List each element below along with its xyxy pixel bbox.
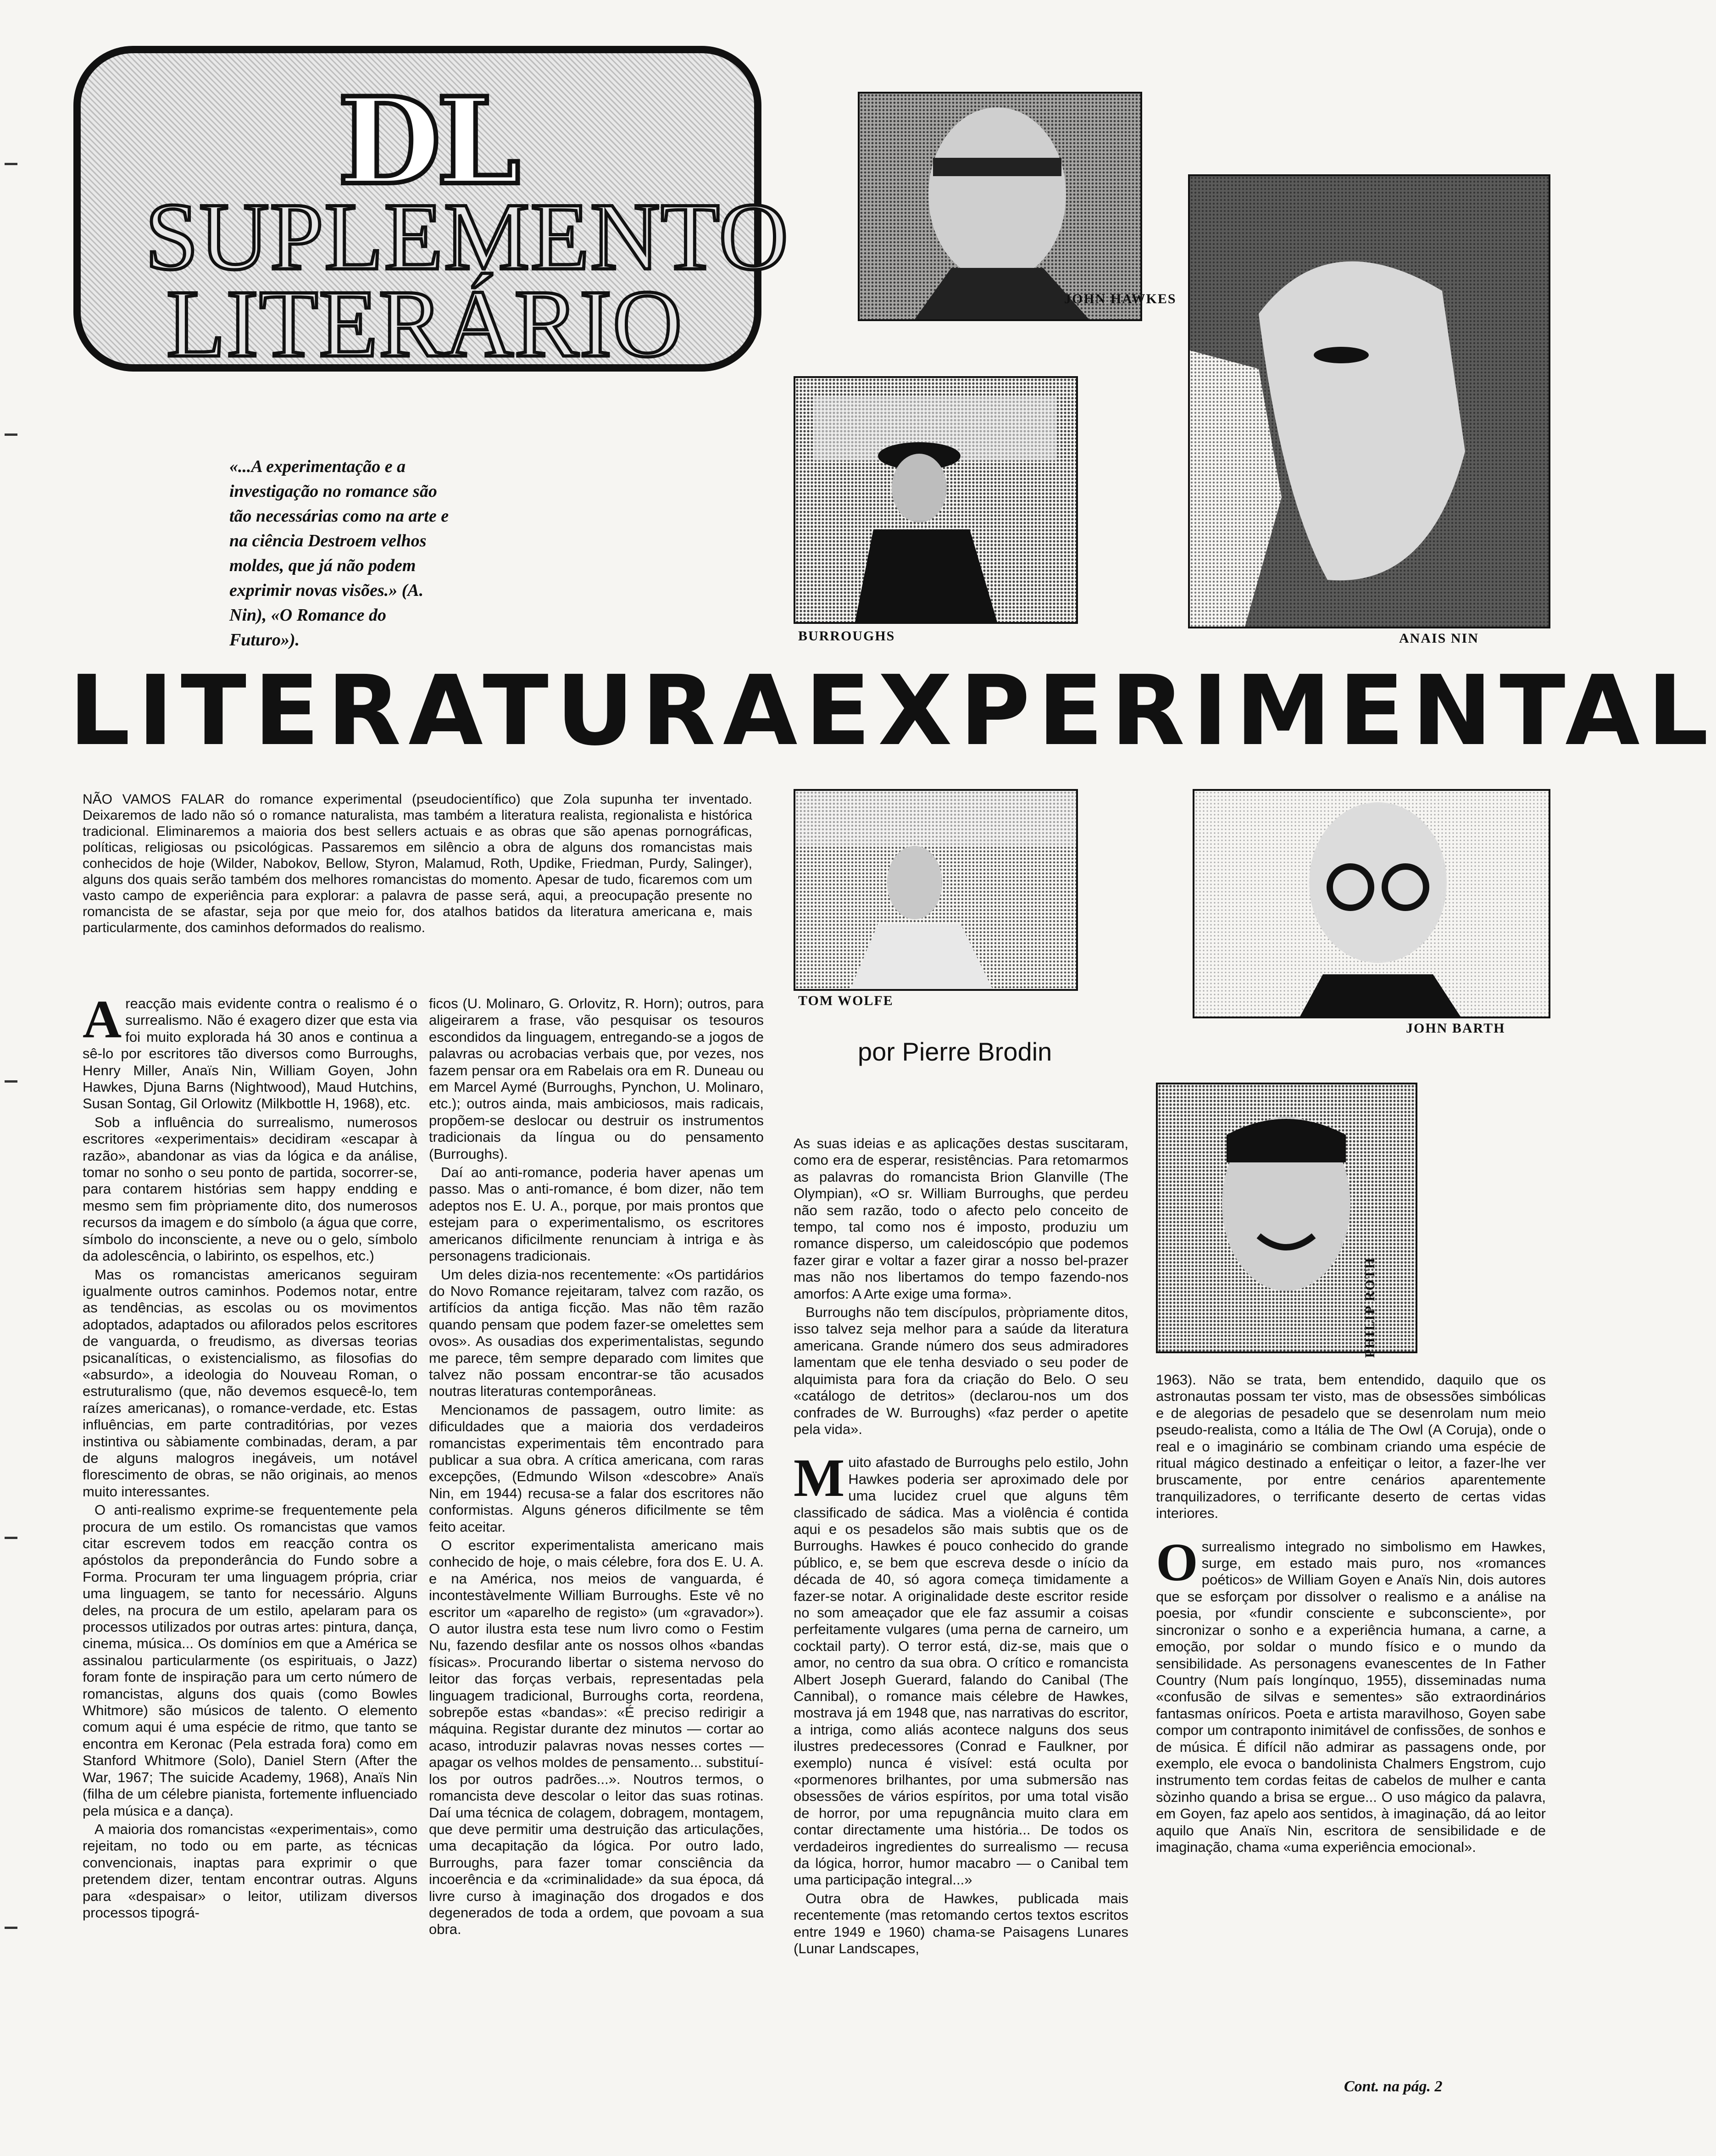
edge-mark: [5, 433, 17, 436]
masthead-line1: SUPLEMENTO: [145, 183, 789, 290]
col1-paragraph-2: Sob a influência do surrealismo, numerosos escritores «experimentais» decidiram «escapar à razão», abandonar as vias da lógica e da análise, tomar no sonho o seu ponto de partida, socorrer-se, para contarem histórias sem happy endding e mesmo sem fim pròpriamente dito, dos numerosos recursos da imagem e do símbolo (a água que corre, símbolo do inconsciente, a neve ou o gelo, símbolo da adolescência, o labirinto, os espelhos, etc.): [83, 1114, 417, 1264]
col1-paragraph-3: Mas os romancistas americanos seguiram igualmente outros caminhos. Podemos notar, entre as tendências, as escolas ou os movimentos adoptados, adaptados ou afilorados pelos escritores de vanguarda, o freudismo, as diversas teorias psicanalíticas, o existencialismo, as filosofias do «absurdo», a ideologia do Nouveau Roman, o estruturalismo (que, não devemos esquecê-lo, tem raízes americanas), o romance-verdade, etc. Estas influências, em parte contraditórias, por vezes instintiva ou sàbiamente combinadas, deram, a par de alguns malogros inegáveis, um notável florescimento de obras, se não originais, ao menos muito interessantes.: [83, 1266, 417, 1500]
lede-paragraph: NÃO VAMOS FALAR do romance experimental (pseudocientífico) que Zola supunha ter inventado. Deixaremos de lado não só o romance naturalista, mas também a literatura realista, regionalista e histórica tradicional. Eliminaremos a maioria dos best sellers actuais e as obras que são apenas pornográficas, políticas, religiosas ou psicológicas. Passaremos em silêncio a obra de alguns dos romancistas mais conhecidos de hoje (Wilder, Nabokov, Bellow, Styron, Malamud, Roth, Updike, Friedman, Purdy, Salinger), alguns dos quais serão também dos melhores romancistas do momento. Apesar de tudo, ficaremos com um vasto campo de experiência para explorar: a palavra de passe será, aqui, a preocupação presente no romancista de se afastar, seja por que meio for, dos atalhos batidos da literatura americana e, mais particularmente, dos caminhos deformados do realismo.: [83, 792, 752, 935]
masthead-line2: LITERÁRIO: [166, 271, 683, 377]
col2-paragraph-5: O escritor experimentalista americano mais conhecido de hoje, o mais célebre, fora dos E. U. A. e na América, nos meios de vanguarda, é incontestàvelmente William Burroughs. Este vê no escritor um «aparelho de registo» (um «gravador»). O autor ilustra esta tese num livro como o Festim Nu, fazendo desfilar ante os nossos olhos «bandas físicas». Procurando libertar o sistema nervoso do leitor das forças verbais, representadas pela linguagem tradicional, Burroughs corta, reordena, sobrepõe estas «bandas»: «É preciso redirigir a máquina. Registar durante dez minutos — cortar ao acaso, introduzir palavras novas nesses cortes — apagar os velhos moldes de pensamento... substituí-los por outros padrões...». Noutros termos, o romancista deve descolar o leitor das suas rotinas. Daí uma técnica de colagem, dobragem, montagem, que deve permitir uma destruição das articulações, uma decapitação da lógica. Por outro lado, Burroughs, para fazer tomar consciência da incoerência e da «criminalidade» da sua época, dá livre curso à imaginação dos drogados e dos degenerados de toda a ordem, que povoam a sua obra.: [429, 1537, 764, 1938]
byline: por Pierre Brodin: [858, 1037, 1052, 1066]
edge-mark: [5, 1080, 17, 1083]
caption-burroughs: BURROUGHS: [798, 628, 895, 644]
caption-john-hawkes: JOHN HAWKES: [1064, 291, 1177, 306]
photo-anais-nin: [1188, 174, 1550, 628]
col1-paragraph-4: O anti-realismo exprime-se frequentemente pela procura de um estilo. Os romancistas que vamos citar escrevem todos em reacção contra os apóstolos da preponderância do Fundo sobre a Forma. Procuram ter uma linguagem própria, criar uma linguagem, se tanto for necessário. Alguns deles, na procura de um estilo, apelaram para os processos utilizados por outras artes: pintura, dança, cinema, música... Os domínios em que a América se assinalou particularmente (os espirituais, o Jazz) foram fonte de inspiração para um certo número de romancistas, alguns dos quais (como Bowles Whitmore) são músicos de talento. O elemento comum aqui é uma espécie de ritmo, que tanto se encontra em Keronac (Pela estrada fora) como em Stanford Whitmore (Solo), Daniel Stern (After the War, 1967; The suicide Academy, 1968), Anaïs Nin (filha de um célebre pianista, fortemente influenciado pela música e a dança).: [83, 1502, 417, 1819]
drop-cap: O: [1156, 1532, 1198, 1592]
drop-cap: A: [83, 989, 122, 1049]
edge-mark: [5, 163, 17, 165]
photo-john-hawkes: [858, 92, 1142, 321]
headline-word-1: LITERATURA: [69, 655, 805, 767]
edge-mark: [5, 1537, 17, 1539]
photo-john-barth: [1193, 789, 1550, 1018]
col2-paragraph-3: Um deles dizia-nos recentemente: «Os partidários do Novo Romance rejeitaram, talvez com razão, os artifícios da antiga ficção. Mas não têm razão quando pensam que podem fazer-se omelettes sem ovos». As ousadias dos experimentalistas, segundo me parece, têm sempre deparado com limites que talvez não possam encontrar-se tão acusados noutras literaturas contemporâneas.: [429, 1266, 764, 1400]
col2-paragraph-1: ficos (U. Molinaro, G. Orlovitz, R. Horn); outros, para aligeirarem a frase, vão pesquisar os tesouros escondidos da linguagem, entregando-se a jogos de palavras ou acrobacias verbais que, por vezes, nos fazem pensar ora em Rabelais ora em R. Duneau ou em Marcel Aymé (Burroughs, Pynchon, U. Molinaro, etc.); outros ainda, mais ambiciosos, mais radicais, propõem-se deslocar ou destruir os instrumentos tradicionais da língua ou do pensamento (Burroughs).: [429, 995, 764, 1162]
column-3: [794, 1135, 1128, 1959]
col1-paragraph-1: reacção mais evidente contra o realismo é o surrealismo. Não é exagero dizer que esta via foi muito explorada há 30 anos e continua a sê-lo por escritores tão diversos como Burroughs, Henry Miller, Anaïs Nin, William Goyen, John Hawkes, Djuna Barns (Nightwood), Maud Hutchins, Susan Sontag, Gil Orlowitz (Milkbottle H, 1968), etc.: [83, 995, 417, 1112]
drop-cap: M: [794, 1448, 845, 1508]
photo-burroughs: [794, 376, 1078, 624]
photo-philip-roth: [1156, 1083, 1417, 1353]
col4-paragraph-1: 1963). Não se trata, bem entendido, daquilo que os astronautas possam ter visto, mas de obsessões simbólicas e de alegorias de pesadelo que se desenrolam num meio pseudo-realista, como a Itália de The Owl (A Coruja), onde o real e o imaginário se combinam criando uma espécie de ritual mágico destinado a enfeitiçar o leitor, a fazer-lhe ver bruscamente, por entre cenários aparentemente tranquilizadores, o terrificante deserto de certas vidas interiores.: [1156, 1372, 1546, 1522]
col2-paragraph-2: Daí ao anti-romance, poderia haver apenas um passo. Mas o anti-romance, é bom dizer, não tem adeptos nos E. U. A., porque, por mais prontos que estejam para o experimentalismo, os escritores americanos dificilmente renunciam à intriga e às personagens tradicionais.: [429, 1164, 764, 1264]
column-1: [83, 989, 417, 1923]
edge-mark: [5, 1927, 17, 1929]
col3-paragraph-3: uito afastado de Burroughs pelo estilo, John Hawkes poderia ser aproximado dele por uma lucidez cruel que alguns têm classificado de sádica. Mas a violência é contida aqui e os pesadelos são mais subtis que os de Burroughs. Hawkes é pouco conhecido do grande público, e, se bem que escreva desde o início da década de 40, só agora começa timidamente a fazer-se notar. A originalidade deste escritor reside no som ameaçador que ele faz assumir a coisas perfeitamente vulgares (uma perna de carneiro, um cocktail party). O terror está, diz-se, mais que o amor, no centro da sua obra. O crítico e romancista Albert Joseph Guerard, falando do Canibal (The Cannibal), o romance mais célebre de Hawkes, mostrava já em 1948 que, nas narrativas do escritor, a intriga, como aliás acontece nalguns dos seus ilustres predecessores (Conrad e Faulkner, por exemplo) nunca é visível: está oculta por «pormenores brilhantes, por uma submersão nas obsessões de vários espíritos, por uma total visão de horror, por uma repugnância muito clara em contar directamente uma história... De todos os verdadeiros ingredientes do surrealismo — recusa da lógica, horror, humor macabro — o Canibal tem uma participação integral...»: [794, 1454, 1128, 1888]
epigraph: «...A experimentação e a investigação no romance são tão necessárias como na arte e na ciência Destroem velhos moldes, que já não podem exprimir novas visões.» (A. Nin), «O Romance do Futuro»).: [229, 457, 449, 650]
headline-word-2: EXPERIMENTAL: [805, 655, 1716, 767]
headline: [69, 655, 1716, 767]
col3-paragraph-2: Burroughs não tem discípulos, pròpriamente ditos, isso talvez seja melhor para a saúde da literatura americana. Grande número dos seus admiradores lamentam que ele tenha desviado o seu poder de alquimista para fora da criação do Belo. O seu «catálogo de detritos» (declarou-nos um dos confrades de W. Burroughs) «faz perder o apetite pela vida».: [794, 1304, 1128, 1437]
column-2: [429, 995, 764, 1940]
masthead-logo: [73, 46, 789, 377]
col1-paragraph-5: A maioria dos romancistas «experimentais», como rejeitam, no todo ou em parte, as técnicas convencionais, inaptas para exprimir o que pretendem dizer, tentam encontrar outras. Alguns para «despaisar» o leitor, utilizam diversos processos tipográ-: [83, 1821, 417, 1921]
col4-paragraph-2: surrealismo integrado no simbolismo em Hawkes, surge, em estado mais puro, nos «romances poéticos» de William Goyen e Anaïs Nin, dois autores que se esforçam por dissolver o realismo e a análise na poesia, por «fundir consciente e subconsciente», por sincronizar o sonho e a experiência humana, a carne, a emoção, por soldar o mundo físico e o mundo da sensibilidade. As personagens evanescentes de In Father Country (Num país longínquo, 1955), disseminadas numa «confusão de silvas e sementes» são extraordinários fantasmas oníricos. Poeta e artista maravilhoso, Goyen sabe compor um contraponto inimitável de confissões, de sonhos e de música. É difícil não admirar as passagens onde, por exemplo, ele evoca o bandolinista Chalmers Engstrom, cujo instrumento tem cordas feitas de cabelos de mulher e canta sòzinho quando a brisa se ergue... O uso mágico da palavra, em Goyen, faz apelo aos sentidos, à imaginação, dá ao leitor aquilo que Anaïs Nin, escritora de sensibilidade e de imaginação, chama «uma experiência emocional».: [1156, 1538, 1546, 1855]
caption-john-barth: JOHN BARTH: [1406, 1021, 1505, 1036]
column-4: [1156, 1372, 1546, 1857]
photo-tom-wolfe: [794, 789, 1078, 991]
continued-note: Cont. na pág. 2: [1344, 2078, 1443, 2095]
caption-anais-nin: ANAIS NIN: [1399, 631, 1479, 646]
col3-paragraph-1: As suas ideias e as aplicações destas suscitaram, como era de esperar, resistências. Para retomarmos as palavras do romancista Brion Glanville (The Olympian), «O sr. William Burroughs, que perdeu não sem razão, todo o afecto pelo conceito de tempo, tal como nos é imposto, produziu um romance disperso, um caleidoscópio que podemos fazer girar e voltar a fazer girar a nosso bel-prazer mas não nos libertamos do tempo fazendo-nos amorfos: A Arte exige uma forma».: [794, 1135, 1128, 1302]
col2-paragraph-4: Mencionamos de passagem, outro limite: as dificuldades que a maioria dos verdadeiros romancistas experimentais têm encontrado para publicar a sua obra. A crítica americana, com raras excepções, (Edmundo Wilson «descobre» Anaïs Nin, em 1944) recusa-se a falar dos escritores não conformistas. Alguns géneros dificilmente se têm feito aceitar.: [429, 1401, 764, 1535]
col3-paragraph-4: Outra obra de Hawkes, publicada mais recentemente (mas retomando certos textos escritos entre 1949 e 1960) chama-se Paisagens Lunares (Lunar Landscapes,: [794, 1890, 1128, 1957]
caption-tom-wolfe: TOM WOLFE: [798, 993, 894, 1008]
caption-philip-roth: PHILIP ROTH: [1362, 1257, 1377, 1358]
masthead-dl: DL: [338, 72, 516, 211]
